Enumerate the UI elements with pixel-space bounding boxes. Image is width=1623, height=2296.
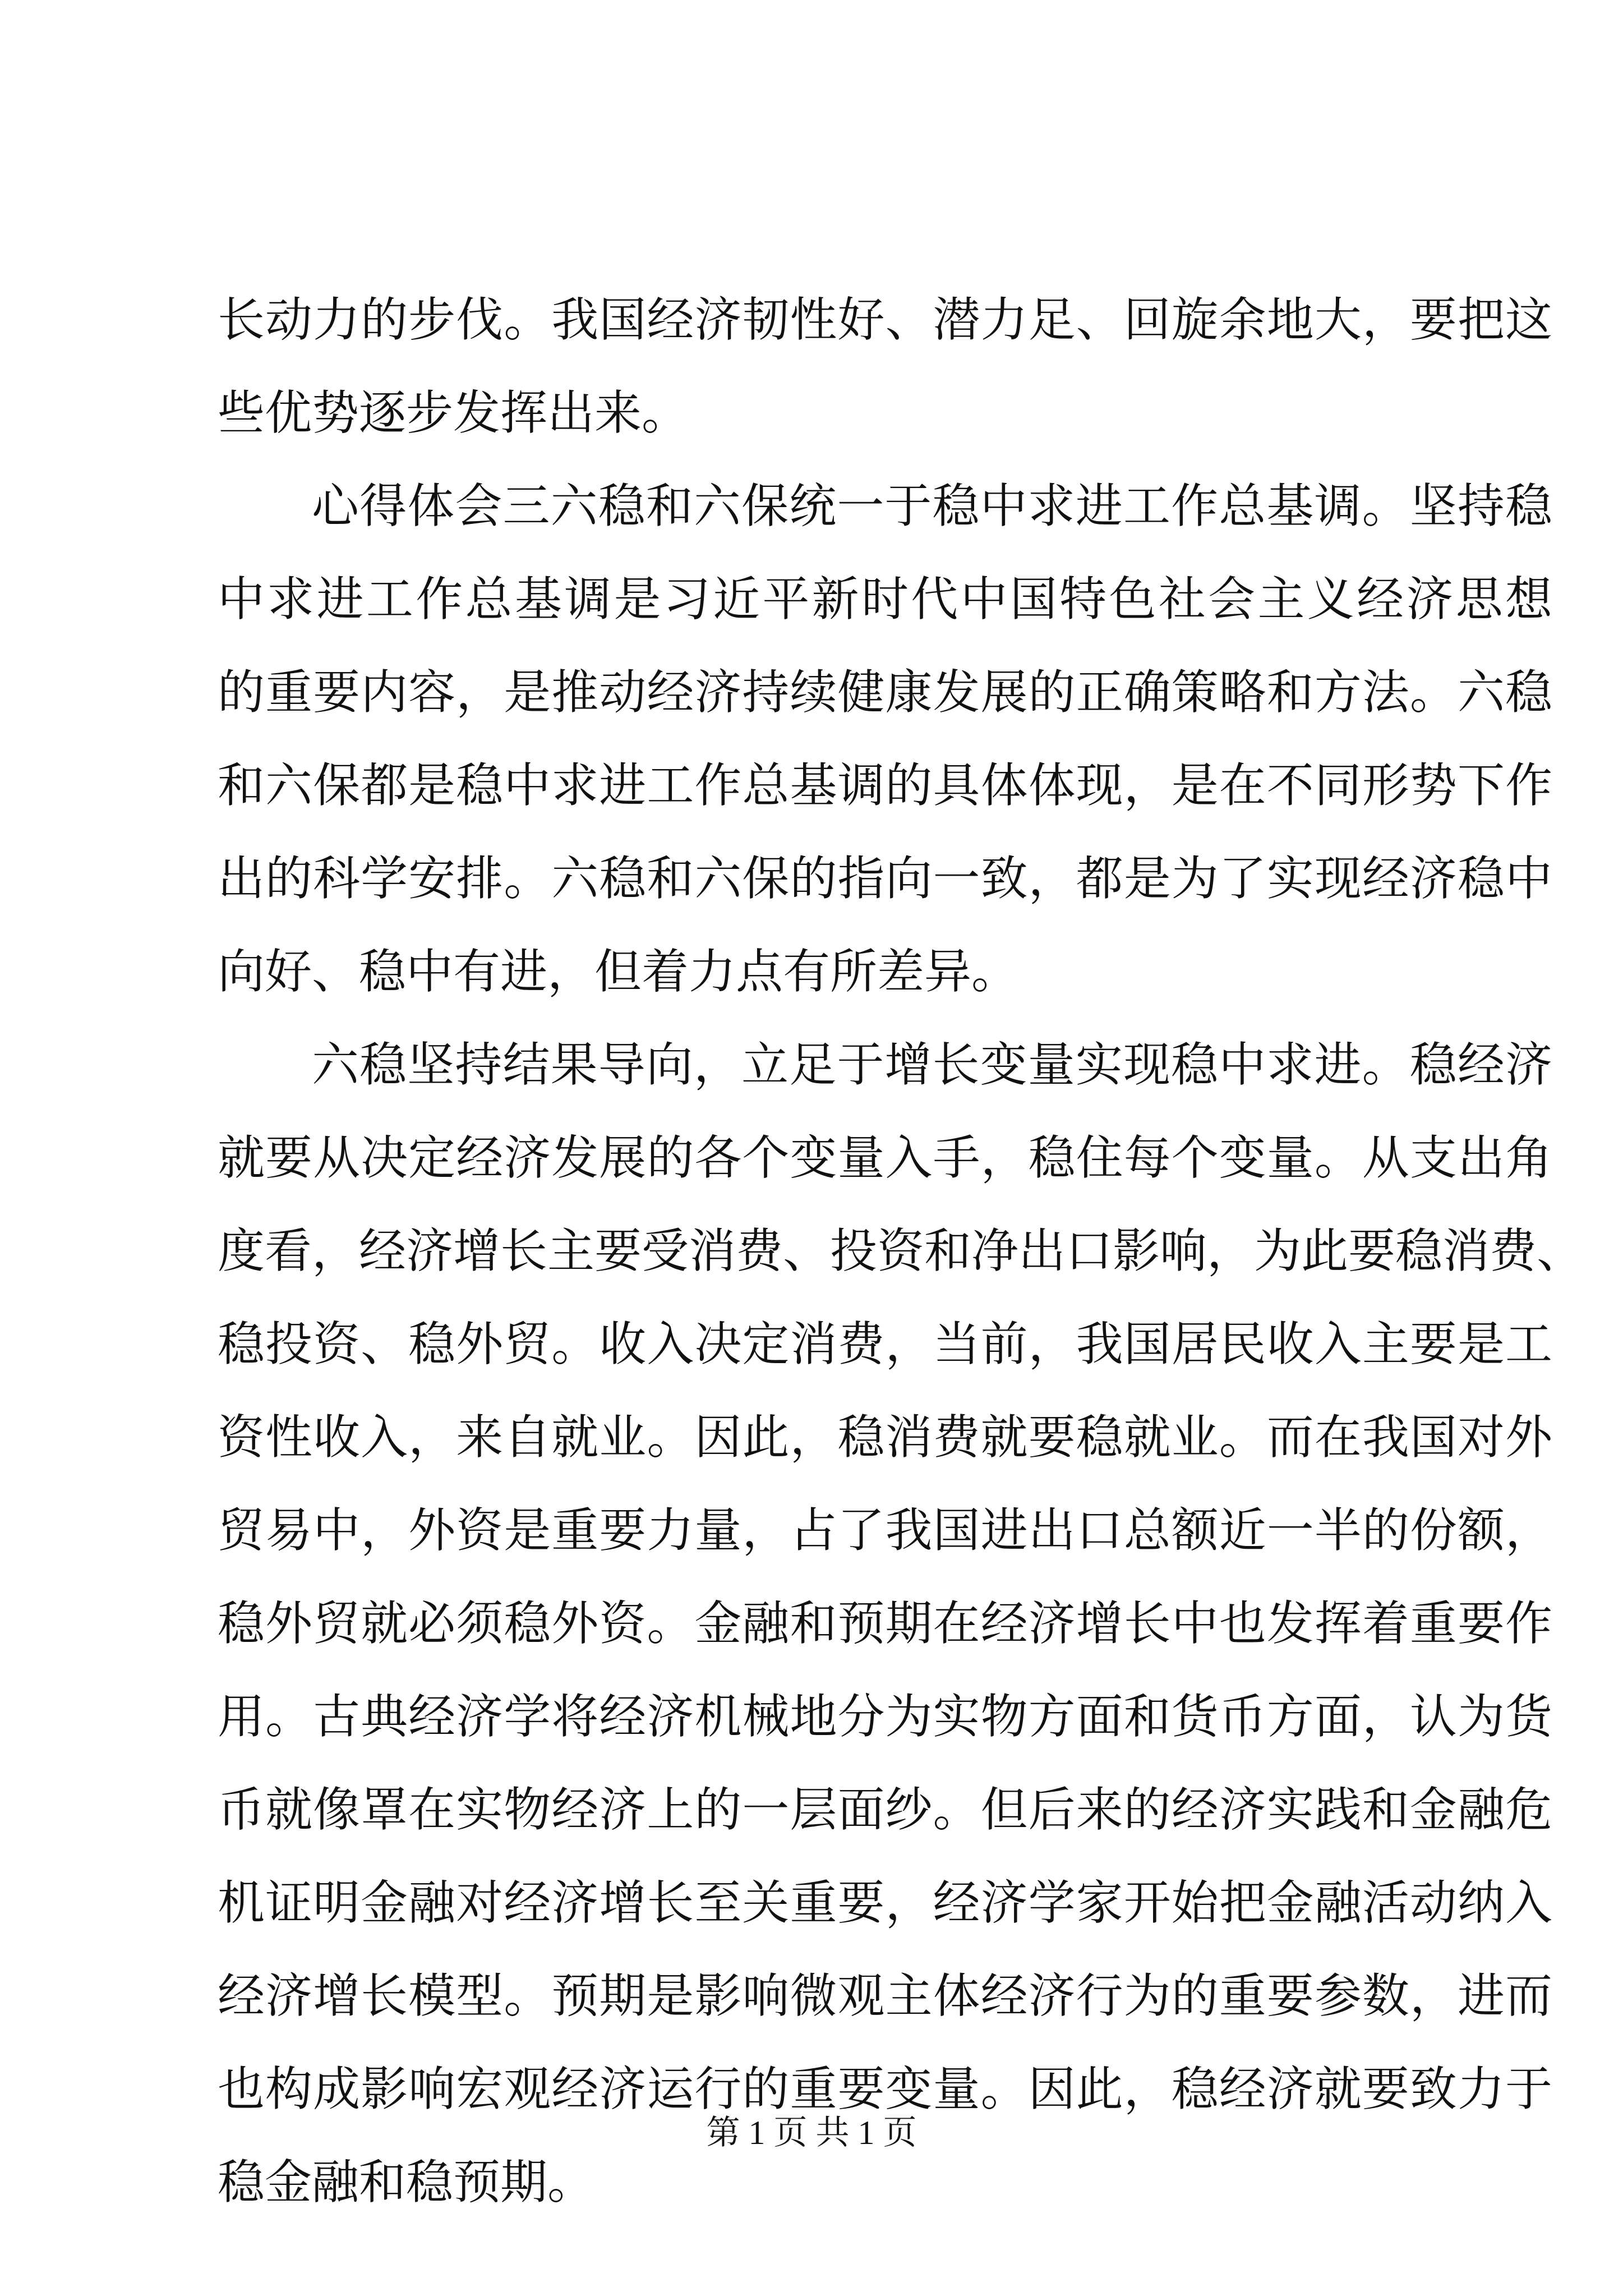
- paragraph: [218, 478, 1552, 1000]
- paragraph: [218, 292, 1552, 441]
- text-line: 六稳坚持结果导向，立足于增长变量实现稳中求进。稳经济: [312, 1037, 1552, 1092]
- text-line: 些优势逐步发挥出来。: [218, 385, 689, 440]
- text-line: 币就像罩在实物经济上的一层面纱。但后来的经济实践和金融危: [218, 1782, 1552, 1837]
- text-line: 就要从决定经济发展的各个变量入手，稳住每个变量。从支出角: [218, 1130, 1552, 1185]
- text-line: 稳外贸就必须稳外资。金融和预期在经济增长中也发挥着重要作: [218, 1596, 1552, 1651]
- text-line: 心得体会三六稳和六保统一于稳中求进工作总基调。坚持稳: [312, 478, 1552, 533]
- text-line: 和六保都是稳中求进工作总基调的具体体现，是在不同形势下作: [218, 758, 1552, 813]
- document-body: [218, 292, 1584, 2247]
- text-line: 贸易中，外资是重要力量，占了我国进出口总额近一半的份额，: [218, 1503, 1552, 1558]
- text-line: 长动力的步伐。我国经济韧性好、潜力足、回旋余地大，要把这: [218, 292, 1552, 347]
- text-line: 稳投资、稳外贸。收入决定消费，当前，我国居民收入主要是工: [218, 1317, 1552, 1372]
- paragraph: [218, 1037, 1584, 2210]
- text-line: 的重要内容，是推动经济持续健康发展的正确策略和方法。六稳: [218, 665, 1552, 720]
- text-line: 稳金融和稳预期。: [218, 2155, 595, 2210]
- text-line: 资性收入，来自就业。因此，稳消费就要稳就业。而在我国对外: [218, 1410, 1552, 1465]
- text-line: 出的科学安排。六稳和六保的指向一致，都是为了实现经济稳中: [218, 851, 1552, 906]
- text-line: 度看，经济增长主要受消费、投资和净出口影响，为此要稳消费、: [218, 1223, 1584, 1278]
- text-line: 中求进工作总基调是习近平新时代中国特色社会主义经济思想: [218, 572, 1552, 627]
- text-line: 用。古典经济学将经济机械地分为实物方面和货币方面，认为货: [218, 1689, 1552, 1744]
- text-line: 向好、稳中有进，但着力点有所差异。: [218, 944, 1019, 999]
- text-line: 机证明金融对经济增长至关重要，经济学家开始把金融活动纳入: [218, 1875, 1552, 1930]
- text-line: 经济增长模型。预期是影响微观主体经济行为的重要参数，进而: [218, 1968, 1552, 2023]
- text-line: 也构成影响宏观经济运行的重要变量。因此，稳经济就要致力于: [218, 2062, 1552, 2116]
- page-footer: 第 1 页 共 1 页: [706, 2114, 917, 2151]
